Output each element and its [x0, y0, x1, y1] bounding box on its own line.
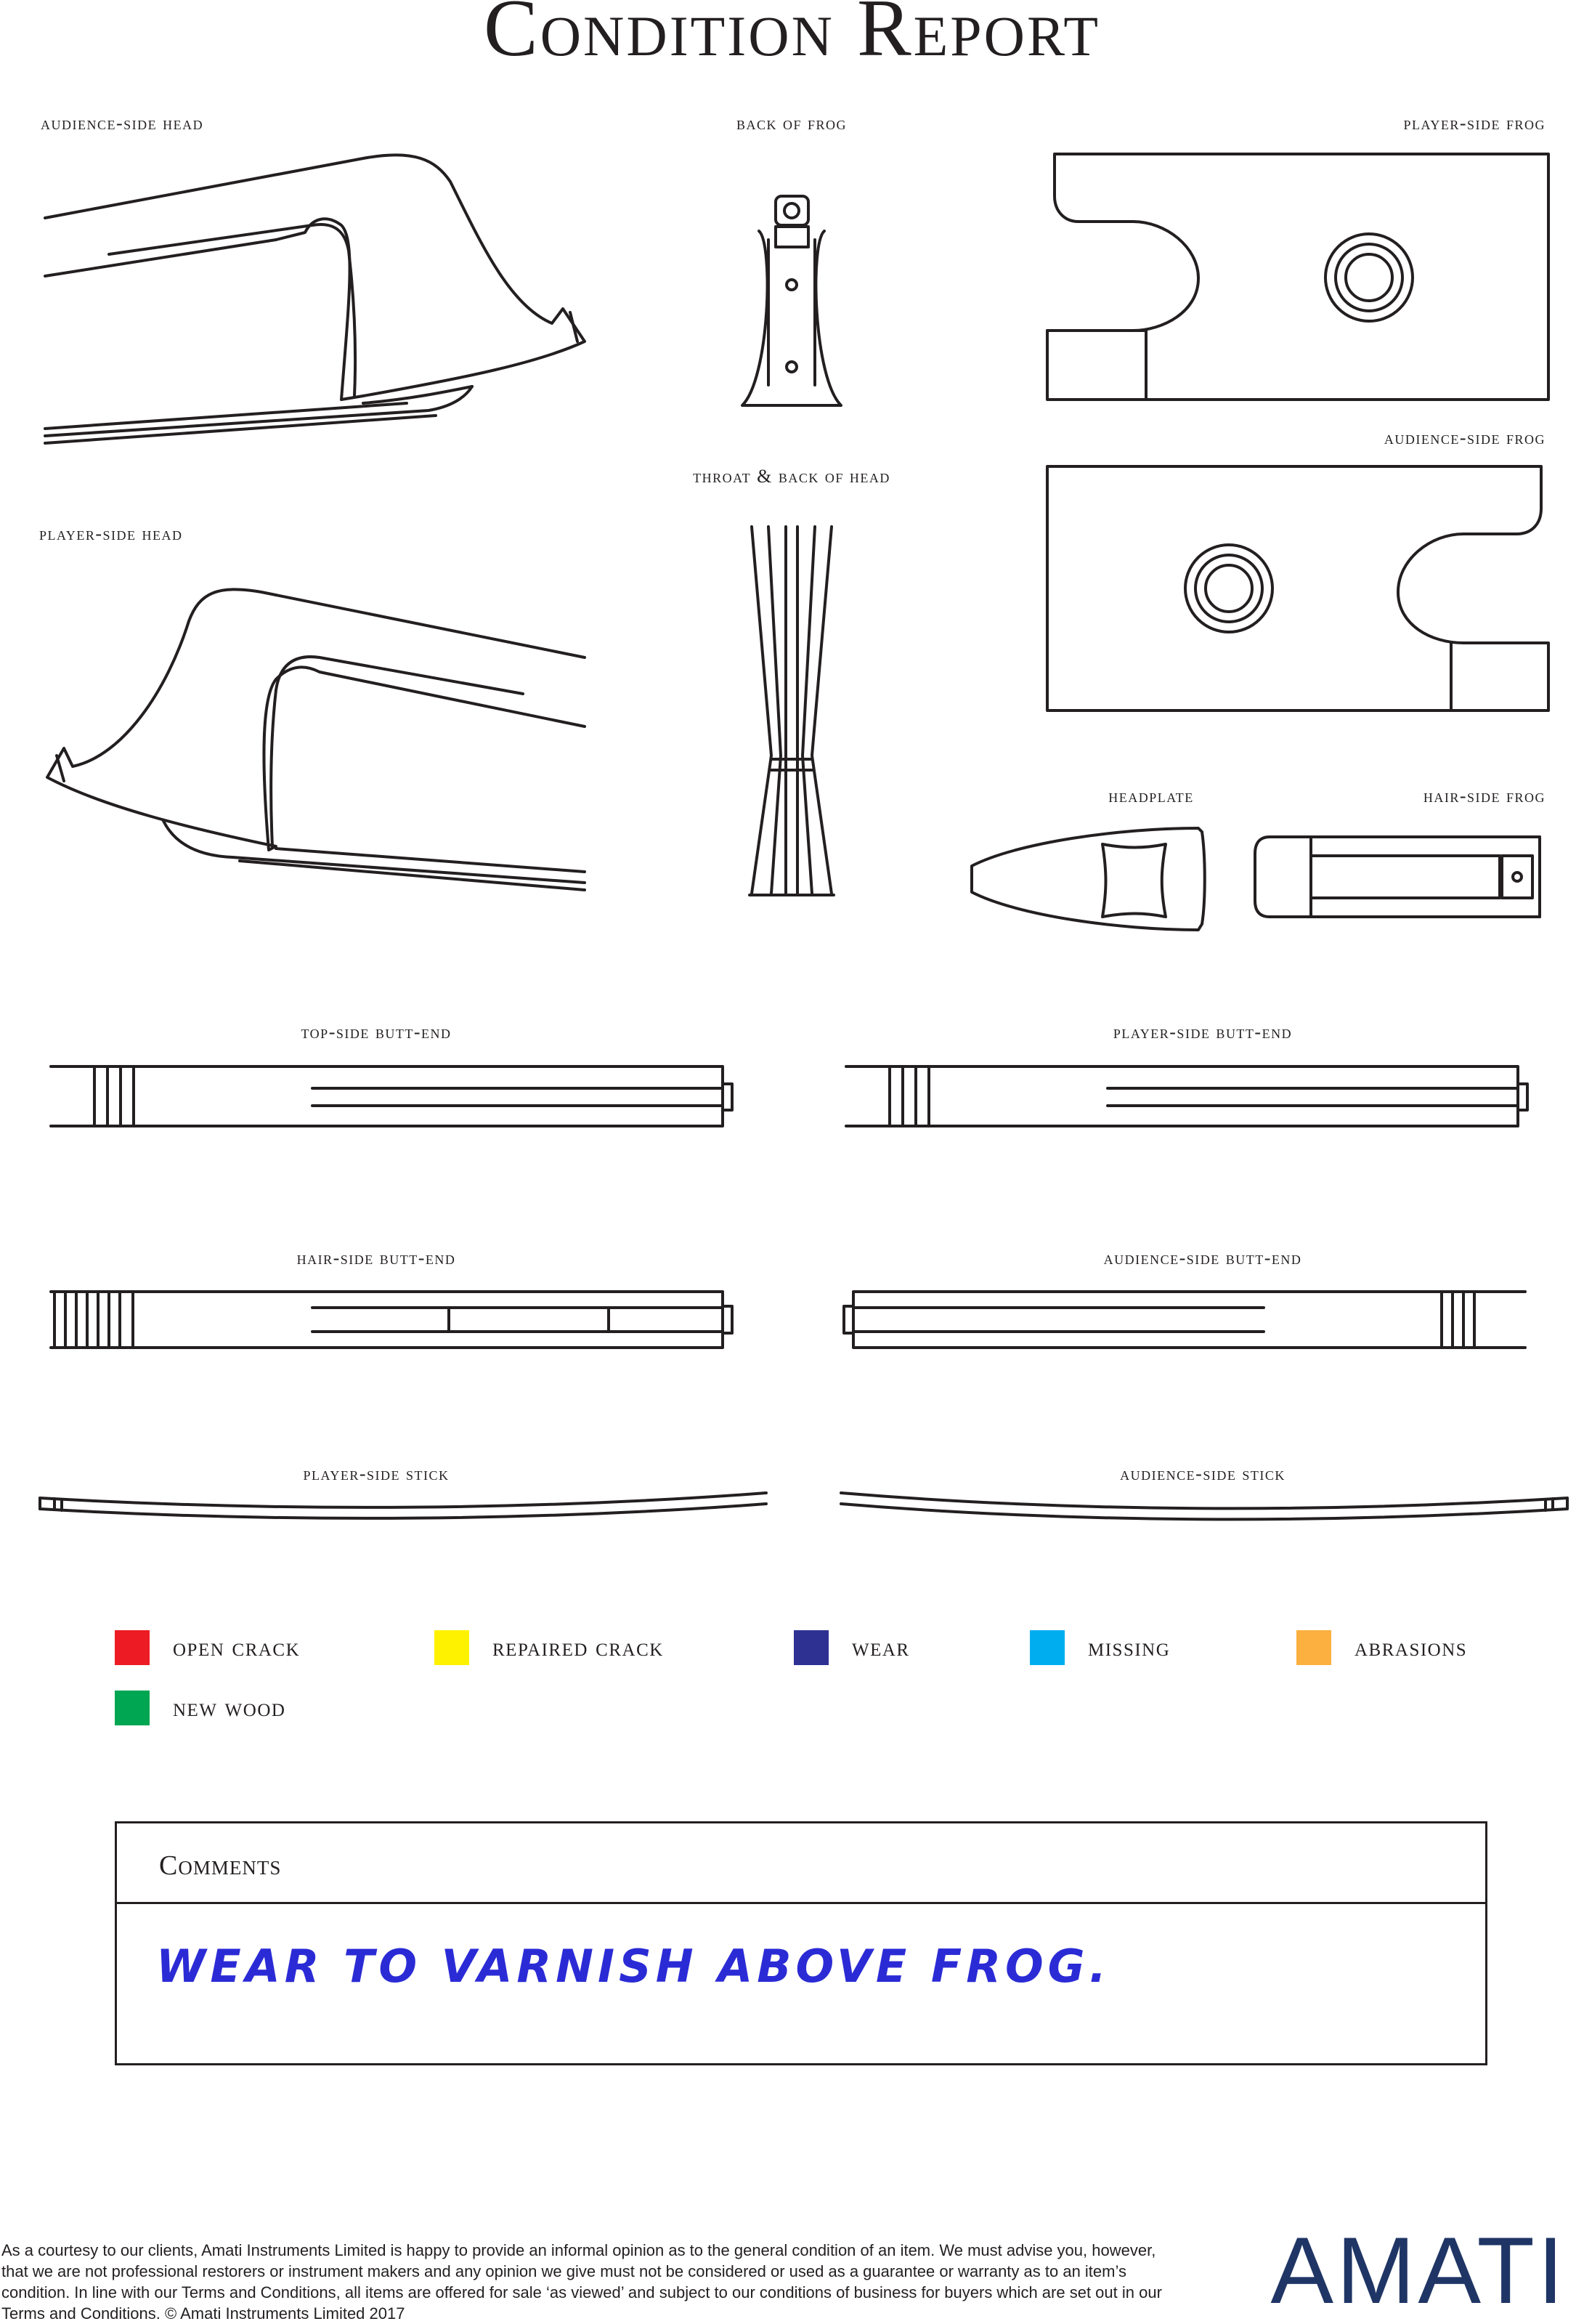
amati-logo: AMATI — [1270, 2217, 1567, 2323]
legend-swatch — [794, 1630, 829, 1665]
legend-swatch — [115, 1630, 150, 1665]
legend-label: repaired crack — [492, 1633, 664, 1661]
label-top-side-butt-end: top-side butt-end — [301, 1021, 452, 1042]
legend-item-new-wood — [115, 1691, 285, 1725]
player-side-frog-drawing — [1047, 154, 1548, 400]
player-side-head-drawing — [47, 589, 585, 890]
label-audience-side-butt-end: audience-side butt-end — [1103, 1247, 1302, 1268]
back-of-frog-drawing — [742, 196, 841, 405]
legend-swatch — [1030, 1630, 1065, 1665]
label-audience-side-head: audience-side head — [41, 113, 204, 134]
audience-side-butt-end-drawing — [844, 1292, 1525, 1348]
label-audience-side-stick: audience-side stick — [1120, 1463, 1286, 1484]
legend-label: new wood — [173, 1693, 286, 1722]
label-throat-back-of-head: throat & back of head — [693, 466, 890, 487]
label-player-side-stick: player-side stick — [303, 1463, 450, 1484]
label-hair-side-butt-end: hair-side butt-end — [296, 1247, 456, 1268]
label-player-side-frog: player-side frog — [1403, 113, 1546, 134]
player-side-stick-drawing — [40, 1493, 766, 1518]
legend-item-repaired-crack — [434, 1630, 664, 1665]
label-headplate: headplate — [1108, 785, 1194, 806]
legend-swatch — [1296, 1630, 1331, 1665]
legend-label: wear — [852, 1633, 910, 1661]
hair-side-butt-end-drawing — [51, 1292, 732, 1348]
hair-side-frog-drawing — [1255, 837, 1540, 917]
legend-label: abrasions — [1354, 1633, 1468, 1661]
headplate-drawing — [972, 828, 1205, 930]
label-audience-side-frog: audience-side frog — [1384, 427, 1546, 448]
legend-item-open-crack — [115, 1630, 300, 1665]
top-side-butt-end-drawing — [51, 1066, 732, 1126]
page-title: Condition Report — [484, 0, 1100, 73]
label-hair-side-frog: hair-side frog — [1423, 785, 1546, 806]
comment-handwritten-text: WEAR TO VARNISH ABOVE FROG. — [156, 1940, 1111, 1993]
legend-label: missing — [1088, 1633, 1171, 1661]
legend-label: open crack — [173, 1633, 301, 1661]
comments-label: Comments — [159, 1850, 282, 1881]
throat-back-of-head-drawing — [750, 527, 834, 895]
legend-swatch — [434, 1630, 469, 1665]
audience-side-stick-drawing — [841, 1493, 1567, 1519]
audience-side-frog-drawing — [1047, 466, 1548, 710]
comments-header — [117, 1823, 1485, 1904]
audience-side-head-drawing — [45, 155, 585, 443]
label-back-of-frog: back of frog — [736, 113, 848, 134]
label-player-side-head: player-side head — [39, 523, 183, 544]
comments-box — [115, 1821, 1487, 2065]
label-player-side-butt-end: player-side butt-end — [1113, 1021, 1293, 1042]
legend-item-wear — [794, 1630, 910, 1665]
disclaimer-text: As a courtesy to our clients, Amati Instruments Limited is happy to provide an informal opinion as to the general condition of an item. We must advise you, however, that we are not professional restorers or instrument makers and any opinion we give must not be considered or used as a guarantee or warranty as to an item’s condition. In line with our Terms and Conditions, all items are offered for sale ‘as viewed’ and subject to our conditions of business for buyers which are set out in our Terms and Conditions. © Amati Instruments Limited 2017 — [1, 2241, 1162, 2323]
legend-swatch — [115, 1691, 150, 1725]
legend-item-abrasions — [1296, 1630, 1467, 1665]
player-side-butt-end-drawing — [846, 1066, 1527, 1126]
legend-item-missing — [1030, 1630, 1170, 1665]
